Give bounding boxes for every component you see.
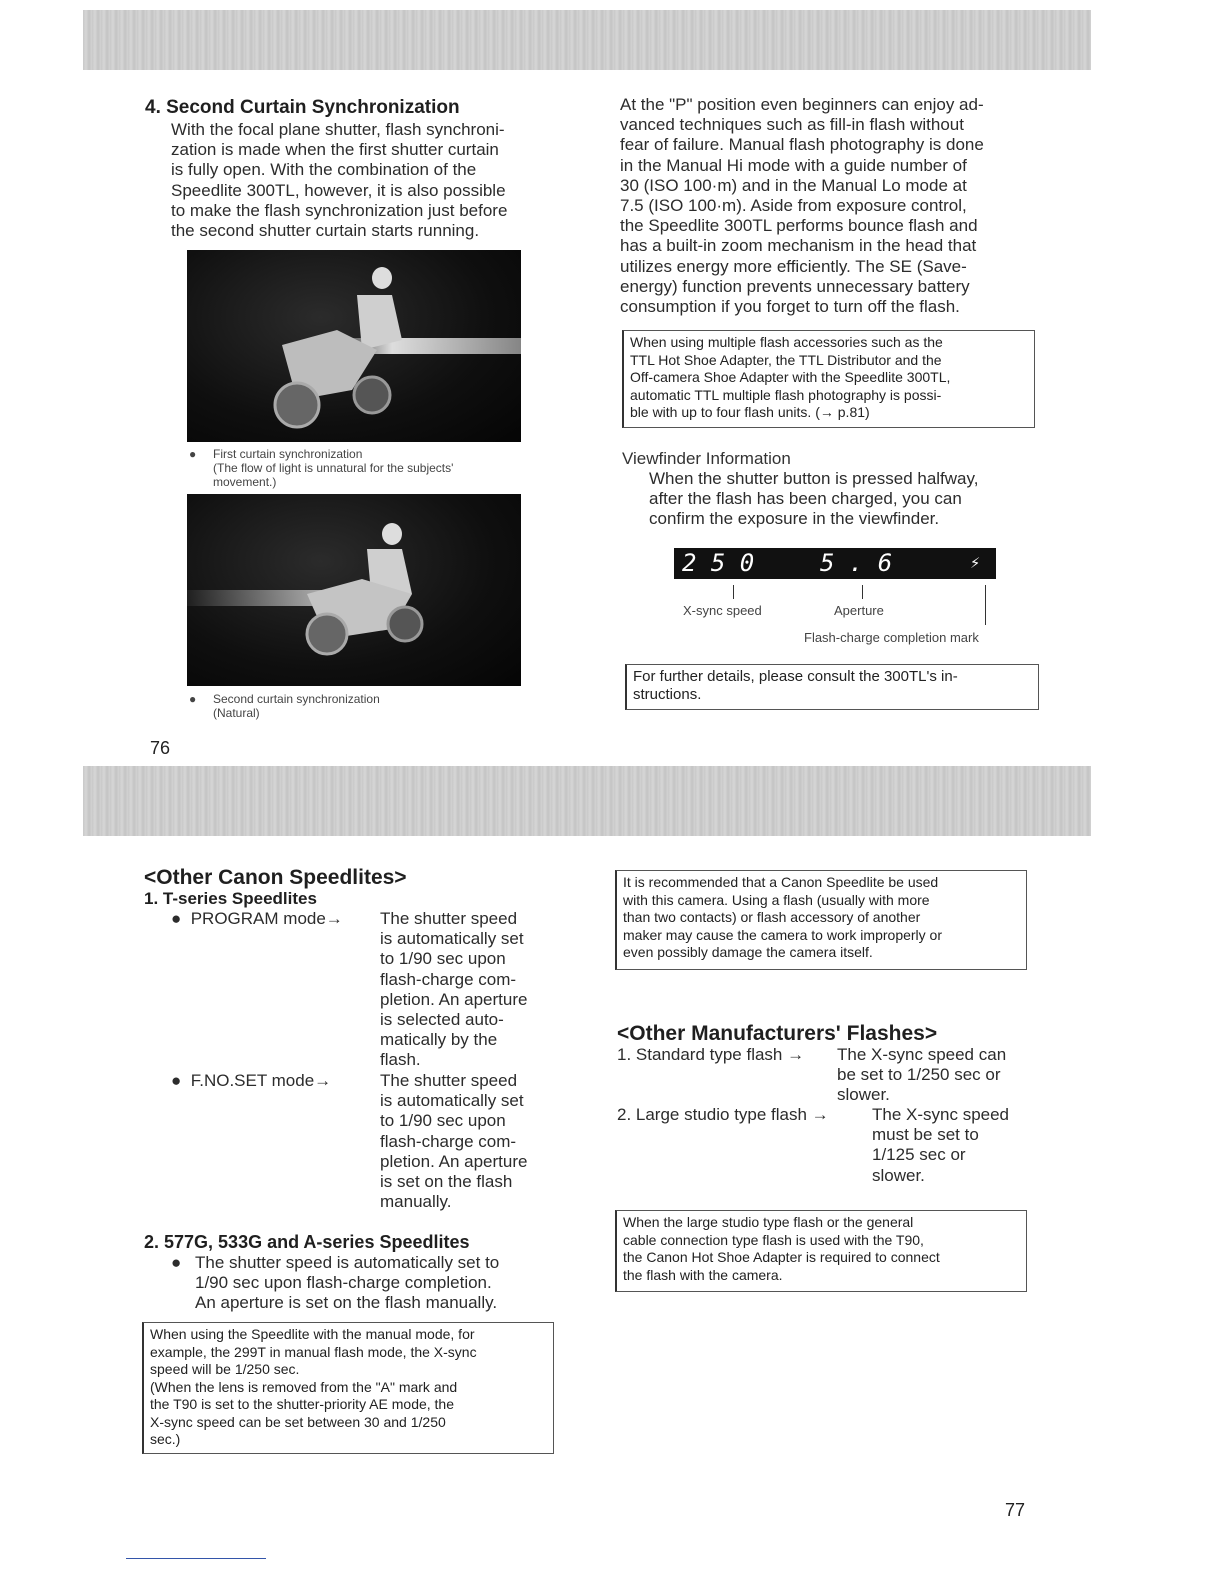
photo-first-curtain (187, 250, 521, 442)
caption-line: (Natural) (213, 706, 260, 720)
viewfinder-title: Viewfinder Information (622, 449, 791, 468)
text-line: be set to 1/250 sec or (837, 1065, 1001, 1085)
text-line: must be set to (872, 1125, 979, 1145)
footer-rule (126, 1558, 266, 1559)
text-line: is automatically set (380, 929, 524, 949)
fno-mode-label: ● F.NO.SET mode→ (171, 1071, 332, 1090)
note-line: maker may cause the camera to work improperly or (623, 926, 942, 943)
subheading-577g-series: 2. 577G, 533G and A-series Speedlites (144, 1232, 470, 1252)
pointer-speed (733, 585, 734, 599)
text-line: the second shutter curtain starts running. (171, 221, 480, 241)
text-line: manually. (380, 1192, 452, 1212)
note-multiple-flash (622, 330, 1035, 428)
photo2-caption (189, 692, 543, 720)
label-aperture: Aperture (834, 603, 884, 618)
text-line: is automatically set (380, 1091, 524, 1111)
text-line: slower. (837, 1085, 890, 1105)
text-line: The shutter speed is automatically set to (195, 1253, 500, 1272)
lcd-shutter-speed: 2 5 0 (682, 549, 755, 577)
text-line: zation is made when the first shutter curtain (171, 140, 499, 160)
bottom-header-band (83, 766, 1091, 836)
fno-mode-desc (380, 1071, 552, 1212)
heading-other-manufacturers: <Other Manufacturers' Flashes> (617, 1022, 938, 1045)
text-line: after the flash has been charged, you can (649, 489, 962, 509)
note-further-details (625, 664, 1039, 710)
text-line: When the shutter button is pressed halfway, (649, 469, 979, 488)
note-line: (When the lens is removed from the "A" mark and (150, 1378, 458, 1395)
flash-icon: ⚡ (970, 553, 981, 573)
pointer-flash (985, 585, 986, 625)
text-line: The shutter speed (380, 909, 518, 928)
viewfinder-lcd-display (674, 548, 996, 579)
note-line: the Canon Hot Shoe Adapter is required to connect (623, 1249, 940, 1265)
fno-mode-text: F.NO.SET mode→ (190, 1071, 332, 1090)
note-line: than two contacts) or flash accessory of another (623, 909, 921, 925)
item1-label: 1. Standard type flash → (617, 1045, 805, 1064)
caption-line: Second curtain synchronization (213, 692, 380, 706)
text-line: slower. (872, 1165, 925, 1185)
text-line: to 1/90 sec upon (380, 1111, 506, 1131)
note-line: cable connection type flash is used with the T90, (623, 1231, 924, 1248)
note-line: even possibly damage the camera itself. (623, 944, 873, 960)
label-xsync-speed: X-sync speed (683, 603, 762, 618)
note-line: structions. (633, 685, 702, 703)
note-studio-flash (615, 1210, 1027, 1292)
note-line: When using multiple flash accessories such as the (630, 334, 943, 350)
text-line: has a built-in zoom mechanism in the head that (620, 236, 977, 256)
text-line: to make the flash synchronization just before (171, 200, 508, 220)
note-line: the T90 is set to the shutter-priority AE mode, the (150, 1396, 455, 1412)
note-line: sec.) (150, 1431, 181, 1447)
note-line: X-sync speed can be set between 30 and 1/250 (150, 1413, 446, 1430)
viewfinder-body (649, 469, 1039, 530)
note-line: It is recommended that a Canon Speedlite be used (623, 874, 939, 890)
lcd-aperture: 5 . 6 (820, 549, 893, 577)
text-line: is selected auto- (380, 1010, 504, 1030)
text-line: energy) function prevents unnecessary battery (620, 276, 970, 296)
text-line: 1/90 sec upon flash-charge completion. (195, 1273, 492, 1293)
text-line: With the focal plane shutter, flash synchroni- (171, 120, 505, 139)
heading-other-canon: <Other Canon Speedlites> (144, 866, 407, 889)
item2-desc (872, 1105, 1028, 1186)
note-line: Off-camera Shoe Adapter with the Speedlite 300TL, (630, 369, 951, 385)
subheading-t-series: 1. T-series Speedlites (144, 889, 317, 908)
text-line: pletion. An aperture (380, 1151, 528, 1171)
note-line: example, the 299T in manual flash mode, the X-sync (150, 1343, 477, 1360)
text-line: 30 (ISO 100·m) and in the Manual Lo mode at (620, 175, 967, 195)
note-line: automatic TTL multiple flash photography is possi- (630, 386, 942, 403)
note-line: For further details, please consult the 300TL's in- (633, 668, 958, 685)
note-line: When using the Speedlite with the manual mode, for (150, 1326, 475, 1342)
motorcycle-illustration (187, 250, 521, 442)
note-line: the flash with the camera. (623, 1266, 783, 1283)
text-line: The X-sync speed (872, 1105, 1010, 1124)
note-line: ble with up to four flash units. (→ p.81) (630, 404, 870, 420)
note-line: When the large studio type flash or the general (623, 1214, 914, 1230)
caption-line: (The flow of light is unnatural for the subjects' (213, 461, 454, 475)
label-flash-charge: Flash-charge completion mark (804, 630, 979, 645)
text-line: An aperture is set on the flash manually. (195, 1293, 498, 1313)
text-line: At the "P" position even beginners can enjoy ad- (620, 95, 984, 114)
section-heading-second-curtain: 4. Second Curtain Synchronization (145, 97, 460, 118)
top-header-band (83, 10, 1091, 70)
page-number-left: 76 (150, 738, 171, 758)
note-line: speed will be 1/250 sec. (150, 1361, 300, 1377)
text-line: is fully open. With the combination of the (171, 160, 477, 180)
text-line: flash-charge com- (380, 969, 517, 989)
text-line: consumption if you forget to turn off the flash. (620, 297, 960, 317)
sub2-body (195, 1253, 555, 1314)
text-line: matically by the (380, 1030, 498, 1050)
bullet-577g: ● (171, 1253, 182, 1272)
photo-second-curtain (187, 494, 521, 686)
text-line: Speedlite 300TL, however, it is also possible (171, 180, 506, 200)
caption-line: movement.) (213, 475, 277, 489)
caption-line: First curtain synchronization (213, 447, 363, 461)
text-line: flash-charge com- (380, 1131, 517, 1151)
page-number-right: 77 (1005, 1500, 1026, 1520)
note-line: with this camera. Using a flash (usually with more (623, 891, 930, 908)
intro-paragraph (620, 95, 1036, 317)
bullet: ● (189, 447, 197, 461)
text-line: is set on the flash (380, 1172, 513, 1192)
text-line: utilizes energy more efficiently. The SE (Save- (620, 256, 967, 276)
text-line: the Speedlite 300TL performs bounce flash and (620, 216, 978, 236)
motorcycle-illustration (187, 494, 521, 686)
item2-label: 2. Large studio type flash → (617, 1105, 829, 1124)
note-manual-mode (142, 1322, 554, 1454)
section4-body (171, 120, 559, 241)
program-mode-label: ● PROGRAM mode→ (171, 909, 343, 928)
text-line: vanced techniques such as fill-in flash without (620, 115, 964, 135)
text-line: The shutter speed (380, 1071, 518, 1090)
text-line: fear of failure. Manual flash photography is done (620, 135, 984, 155)
text-line: to 1/90 sec upon (380, 949, 506, 969)
text-line: confirm the exposure in the viewfinder. (649, 509, 940, 529)
text-line: 1/125 sec or (872, 1145, 966, 1165)
text-line: in the Manual Hi mode with a guide number of (620, 155, 967, 175)
photo1-caption (189, 447, 543, 489)
text-line: The X-sync speed can (837, 1045, 1007, 1064)
note-line: TTL Hot Shoe Adapter, the TTL Distributor and the (630, 351, 942, 368)
program-mode-text: PROGRAM mode→ (190, 909, 343, 928)
pointer-aperture (862, 585, 863, 599)
text-line: pletion. An aperture (380, 989, 528, 1009)
item1-desc (837, 1045, 1032, 1106)
bullet: ● (189, 692, 197, 706)
program-mode-desc (380, 909, 552, 1071)
text-line: flash. (380, 1050, 421, 1070)
note-recommend-canon (615, 870, 1027, 970)
text-line: 7.5 (ISO 100·m). Aside from exposure control, (620, 196, 967, 216)
